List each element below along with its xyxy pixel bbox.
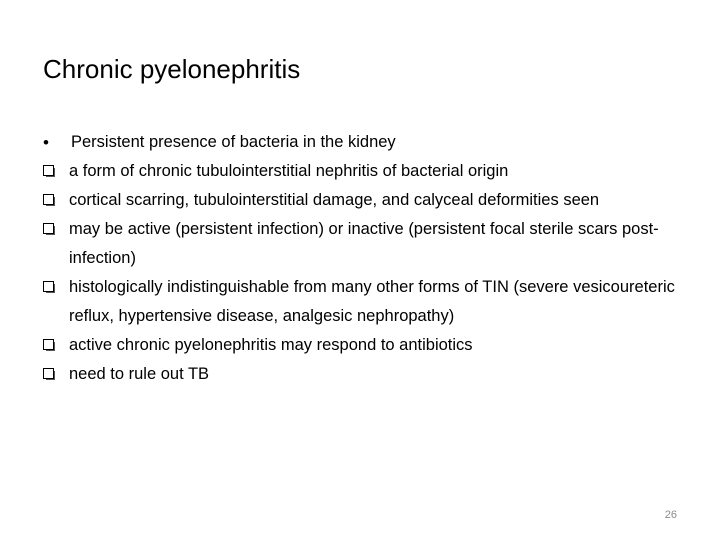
checkbox-icon: [43, 273, 63, 294]
list-item-text: may be active (persistent infection) or inactive (persistent focal sterile scars post-infection): [69, 220, 659, 267]
list-item-text: cortical scarring, tubulointerstitial damage, and calyceal deformities seen: [69, 191, 600, 209]
checkbox-icon: [43, 186, 63, 207]
list-item: [43, 186, 683, 215]
slide-title: Chronic pyelonephritis: [43, 54, 301, 84]
list-item: [43, 273, 683, 331]
checkbox-icon: [43, 360, 63, 381]
list-item-text: active chronic pyelonephritis may respond to antibiotics: [69, 336, 473, 354]
bullet-list: [43, 128, 683, 389]
list-item: [43, 331, 683, 360]
list-item-text: Persistent presence of bacteria in the kidney: [71, 133, 396, 151]
list-item: [43, 128, 683, 157]
list-item-text: a form of chronic tubulointerstitial nephritis of bacterial origin: [69, 162, 509, 180]
page-number: 26: [664, 509, 677, 521]
bullet-dot-icon: •: [43, 133, 49, 152]
list-item: [43, 215, 683, 273]
list-item: [43, 157, 683, 186]
checkbox-icon: [43, 215, 63, 236]
checkbox-icon: [43, 157, 63, 178]
list-item-text: histologically indistinguishable from many other forms of TIN (severe vesicoureteric reflux, hypertensive disease, analgesic nephropathy): [69, 278, 675, 325]
checkbox-icon: [43, 331, 63, 352]
list-item: [43, 360, 683, 389]
list-item-text: need to rule out TB: [69, 365, 210, 383]
